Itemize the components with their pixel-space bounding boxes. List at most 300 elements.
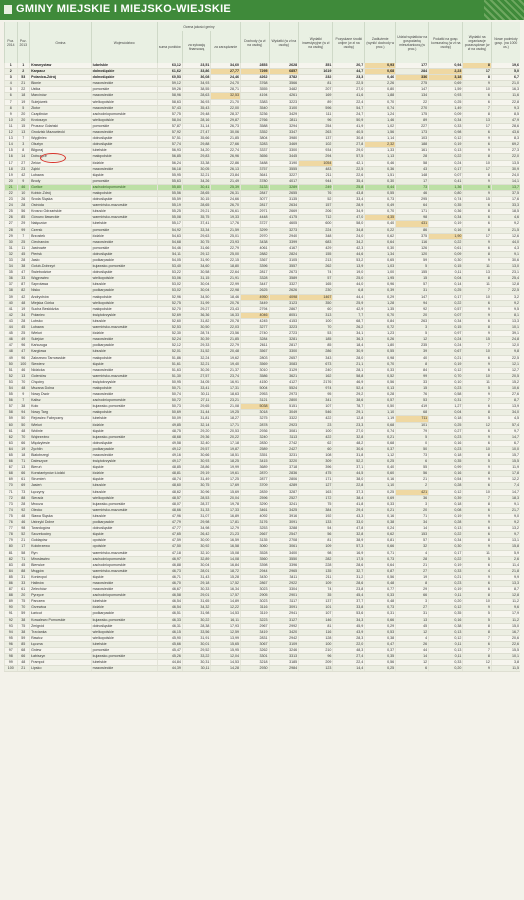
table-cell: Międzylesie <box>30 440 92 446</box>
table-cell: 0,40 <box>365 465 396 471</box>
table-cell: 0,93 <box>365 63 396 69</box>
table-cell: 34,98 <box>182 526 211 532</box>
table-cell: pomorskie <box>91 648 157 654</box>
table-cell: Daleszyce <box>30 459 92 465</box>
table-cell: 3190 <box>269 160 299 166</box>
table-cell: 3641 <box>241 172 270 178</box>
table-cell: 31,49 <box>182 477 211 483</box>
table-cell: 3709 <box>241 483 270 489</box>
table-cell: 2870 <box>241 471 270 477</box>
table-cell: 173 <box>396 130 429 136</box>
table-cell: 3980 <box>269 136 299 142</box>
table-cell: 29 <box>5 233 18 239</box>
table-cell: 48,2 <box>333 440 365 446</box>
table-cell: 3588 <box>241 123 270 129</box>
table-cell: 29,48 <box>182 111 211 117</box>
table-cell: 3223 <box>269 99 299 105</box>
table-cell: 2800 <box>269 398 299 404</box>
table-cell: 45 <box>17 325 30 331</box>
table-cell: 2596 <box>241 495 270 501</box>
table-cell: 10 <box>5 117 18 123</box>
table-cell: 0,12 <box>429 635 463 641</box>
table-cell: Krosno Odrzańskie <box>30 209 92 215</box>
table-cell: 28,86 <box>182 465 211 471</box>
table-cell: Grzewica <box>30 605 92 611</box>
table-cell: Jastrowie <box>30 245 92 251</box>
table-cell: 20,53 <box>211 428 241 434</box>
table-cell: 53,02 <box>157 282 182 288</box>
table-cell: 46,15 <box>157 629 182 635</box>
table-cell: 1 <box>5 63 18 69</box>
table-cell: 3 <box>396 325 429 331</box>
table-cell: 30,96 <box>182 489 211 495</box>
table-cell: 14,7 <box>491 434 520 440</box>
table-cell: 9 <box>463 190 492 196</box>
table-cell: 34,0 <box>491 410 520 416</box>
table-cell: 23,43 <box>211 306 241 312</box>
table-cell: 49 <box>17 337 30 343</box>
table-cell: Grodzisk Mazowiecki <box>30 130 92 136</box>
table-cell: 8 <box>463 654 492 660</box>
table-cell: 28,0 <box>333 355 365 361</box>
table-cell: 192 <box>299 513 333 519</box>
table-cell: 2973 <box>269 392 299 398</box>
table-cell: 13,1 <box>491 538 520 544</box>
table-cell: Szprotawa <box>30 282 92 288</box>
table-cell: 3,18 <box>429 75 463 81</box>
table-cell: 48 <box>5 349 18 355</box>
table-cell: łódzkie <box>91 233 157 239</box>
table-cell: 2984 <box>269 666 299 672</box>
table-cell: 3782 <box>269 75 299 81</box>
table-cell: 49 <box>5 355 18 361</box>
table-cell: 15,5 <box>491 459 520 465</box>
table-cell: 32,53 <box>211 93 241 99</box>
table-cell: 29,83 <box>182 154 211 160</box>
table-cell: 1,24 <box>365 111 396 117</box>
table-cell: 69 <box>17 483 30 489</box>
table-cell: 59 <box>5 416 18 422</box>
table-cell: 31,2 <box>333 574 365 580</box>
table-cell: 14,08 <box>211 556 241 562</box>
table-cell: Frampol <box>30 660 92 666</box>
table-cell: 19,87 <box>211 446 241 452</box>
table-cell: Koniecpol <box>30 574 92 580</box>
table-cell: Mirosławiec <box>30 556 92 562</box>
table-cell: 27 <box>17 160 30 166</box>
table-cell: 61 <box>17 587 30 593</box>
table-cell: 107 <box>299 611 333 617</box>
table-cell: 0,35 <box>429 203 463 209</box>
table-cell: 22,86 <box>211 160 241 166</box>
table-cell: 7,4 <box>491 483 520 489</box>
table-cell: 3419 <box>241 629 270 635</box>
table-cell: 3287 <box>269 489 299 495</box>
table-cell: łódzkie <box>91 160 157 166</box>
table-cell: 8 <box>463 75 492 81</box>
table-cell: Sulejów <box>30 337 92 343</box>
table-cell: 0,67 <box>429 349 463 355</box>
table-cell: 39 <box>396 349 429 355</box>
table-cell: 96 <box>5 641 18 647</box>
table-cell: Lubawa <box>30 172 92 178</box>
table-cell: 33 <box>17 580 30 586</box>
table-cell: 52,24 <box>157 337 182 343</box>
table-cell: 0,25 <box>365 489 396 495</box>
table-cell: 0,24 <box>365 526 396 532</box>
table-cell: 711 <box>396 416 429 422</box>
table-cell: 46 <box>17 184 30 190</box>
table-cell: 20,7 <box>333 63 365 69</box>
table-cell: 429 <box>299 245 333 251</box>
table-cell: 27,77 <box>211 69 241 75</box>
table-cell: Bieruń <box>30 465 92 471</box>
table-cell: 2867 <box>241 580 270 586</box>
table-cell: Trzcianka <box>30 629 92 635</box>
table-cell: 99 <box>396 373 429 379</box>
table-cell: wielkopolskie <box>91 117 157 123</box>
table-cell: 0,07 <box>429 312 463 318</box>
table-cell: 0,13 <box>429 648 463 654</box>
table-cell: 2817 <box>241 270 270 276</box>
table-cell: 48,07 <box>157 501 182 507</box>
table-cell: 2634 <box>269 203 299 209</box>
table-cell: 27,57 <box>182 373 211 379</box>
table-cell: 5038 <box>241 404 270 410</box>
table-cell: dolnośląskie <box>91 75 157 81</box>
table-row <box>5 666 521 672</box>
table-cell: 2940 <box>269 233 299 239</box>
table-cell: 2 <box>5 69 18 75</box>
table-cell: 89 <box>5 599 18 605</box>
table-cell: 20,78 <box>211 318 241 324</box>
table-cell: 0,28 <box>365 392 396 398</box>
table-cell: 9,2 <box>491 520 520 526</box>
table-cell: 46 <box>17 367 30 373</box>
table-cell: 47,8 <box>333 526 365 532</box>
table-cell: 90 <box>5 605 18 611</box>
table-cell: 53,2 <box>333 258 365 264</box>
table-cell: 3301 <box>241 654 270 660</box>
table-cell: 74 <box>299 270 333 276</box>
table-cell: 54,92 <box>157 227 182 233</box>
table-cell: 30,04 <box>182 562 211 568</box>
table-cell: 89 <box>299 99 333 105</box>
table-cell: 6 <box>463 99 492 105</box>
table-cell: 7295 <box>241 69 270 75</box>
table-cell: mazowieckie <box>91 239 157 245</box>
table-cell: 126 <box>396 245 429 251</box>
table-cell: 3010 <box>241 367 270 373</box>
table-cell: Brody <box>30 178 92 184</box>
table-cell: 9 <box>463 306 492 312</box>
table-cell: 29,01 <box>182 593 211 599</box>
table-cell: 35,4 <box>333 178 365 184</box>
table-cell: 32,24 <box>182 355 211 361</box>
table-cell: 1,36 <box>429 184 463 190</box>
table-cell: 78,7 <box>333 404 365 410</box>
table-cell: Gniew <box>30 648 92 654</box>
table-cell: 44,0 <box>491 239 520 245</box>
table-cell: 36,08 <box>182 75 211 81</box>
table-cell: 38,4 <box>333 495 365 501</box>
table-cell: 28,38 <box>182 623 211 629</box>
table-cell: 32 <box>5 251 18 257</box>
table-cell: 55 <box>396 465 429 471</box>
table-cell: 15 <box>463 337 492 343</box>
table-cell: 33,86 <box>182 69 211 75</box>
table-cell: 58,04 <box>157 117 182 123</box>
table-cell: 12 <box>463 660 492 666</box>
table-cell: 18,80 <box>211 264 241 270</box>
table-cell: 2 <box>17 69 30 75</box>
table-cell: 185 <box>299 337 333 343</box>
table-cell: 6 <box>463 404 492 410</box>
table-cell: 93 <box>5 623 18 629</box>
table-cell: 54 <box>5 385 18 391</box>
table-cell: 22 <box>17 87 30 93</box>
table-cell: 9 <box>463 513 492 519</box>
table-cell: 81 <box>5 550 18 556</box>
table-cell: 6 <box>463 440 492 446</box>
table-cell: 40,5 <box>333 130 365 136</box>
table-cell: 210 <box>299 648 333 654</box>
table-cell: 1,02 <box>365 123 396 129</box>
table-cell: Wieluń <box>30 422 92 428</box>
table-cell: 4605 <box>269 221 299 227</box>
table-cell: 596 <box>299 105 333 111</box>
table-cell: 172 <box>299 495 333 501</box>
table-cell: 45,4 <box>333 593 365 599</box>
table-cell: 0,30 <box>429 258 463 264</box>
table-cell: 56 <box>5 398 18 404</box>
table-cell: 0,24 <box>429 343 463 349</box>
table-cell: 3383 <box>241 99 270 105</box>
table-cell: 57,51 <box>157 136 182 142</box>
table-cell: 59,26 <box>157 87 182 93</box>
table-cell: 44,4 <box>333 294 365 300</box>
table-cell: 3351 <box>241 453 270 459</box>
table-cell: 0,73 <box>365 556 396 562</box>
table-cell: 60,53 <box>157 75 182 81</box>
table-cell: 32,21 <box>182 172 211 178</box>
table-cell: śląskie <box>91 477 157 483</box>
table-cell: 32,7 <box>333 568 365 574</box>
table-cell: 41,9 <box>333 123 365 129</box>
table-cell: 25,00 <box>211 251 241 257</box>
table-cell: 12,8 <box>491 593 520 599</box>
table-cell: 0,70 <box>365 361 396 367</box>
table-cell: 683 <box>299 239 333 245</box>
table-cell: 47,9 <box>491 117 520 123</box>
table-cell: 270 <box>396 105 429 111</box>
table-cell: 76 <box>5 520 18 526</box>
table-cell: małopolskie <box>91 410 157 416</box>
table-cell: 0,56 <box>365 379 396 385</box>
table-cell: 22,03 <box>211 325 241 331</box>
table-cell: warmińsko-mazurskie <box>91 215 157 221</box>
table-cell: 2967 <box>241 623 270 629</box>
table-cell: lubuskie <box>91 209 157 215</box>
table-cell: 5524 <box>269 385 299 391</box>
table-cell: 2905 <box>241 593 270 599</box>
table-cell: mazowieckie <box>91 166 157 172</box>
table-cell: 45 <box>5 331 18 337</box>
table-cell: Olsztyn <box>30 142 92 148</box>
table-cell: 96 <box>17 343 30 349</box>
table-cell: 23,1 <box>491 270 520 276</box>
table-cell: wielkopolskie <box>91 629 157 635</box>
table-cell: 0,16 <box>429 471 463 477</box>
table-cell: Strumień <box>30 477 92 483</box>
table-cell: 1,14 <box>365 136 396 142</box>
table-cell: 58,0 <box>333 221 365 227</box>
table-cell: 28,65 <box>182 203 211 209</box>
table-cell: 0,53 <box>365 629 396 635</box>
table-cell: 28 <box>17 501 30 507</box>
table-cell: 82 <box>5 556 18 562</box>
table-cell: 46,67 <box>157 587 182 593</box>
table-cell: 396 <box>299 465 333 471</box>
table-cell: 6 <box>463 580 492 586</box>
table-cell: 10 <box>463 294 492 300</box>
table-cell: 0,23 <box>429 385 463 391</box>
table-cell: dolnośląskie <box>91 440 157 446</box>
table-cell: 5 <box>463 617 492 623</box>
table-cell: 0,71 <box>365 550 396 556</box>
table-cell: 0,28 <box>429 520 463 526</box>
table-cell: 60 <box>299 446 333 452</box>
table-cell: 81 <box>299 81 333 87</box>
table-cell: 45 <box>17 251 30 257</box>
table-cell: 15,65 <box>211 641 241 647</box>
table-cell: Wągrowiec <box>30 276 92 282</box>
table-cell: 52,01 <box>157 349 182 355</box>
table-cell: 57,3 <box>333 544 365 550</box>
table-cell: 29,98 <box>182 520 211 526</box>
table-cell: 3727 <box>241 221 270 227</box>
table-cell: 24,0 <box>333 233 365 239</box>
table-cell: mazowieckie <box>91 367 157 373</box>
table-cell: 35 <box>5 270 18 276</box>
table-cell: 0,80 <box>429 190 463 196</box>
table-cell: Łęczyny <box>30 489 92 495</box>
table-cell: 0,25 <box>365 666 396 672</box>
table-cell: 98 <box>299 550 333 556</box>
table-cell: 20 <box>5 178 18 184</box>
table-cell: Ząbki <box>30 166 92 172</box>
table-cell: 0,65 <box>365 258 396 264</box>
table-cell: 32,21 <box>182 361 211 367</box>
table-cell: 0,13 <box>429 148 463 154</box>
table-cell: 2,26 <box>365 81 396 87</box>
table-cell: 3223 <box>269 325 299 331</box>
table-cell: 127 <box>299 483 333 489</box>
table-cell: 12,04 <box>211 654 241 660</box>
table-cell: 70 <box>17 605 30 611</box>
table-cell: 54,46 <box>157 245 182 251</box>
table-cell: 483 <box>299 166 333 172</box>
table-cell: 40 <box>5 300 18 306</box>
table-cell: 31,33 <box>182 507 211 513</box>
table-cell: 34,60 <box>182 264 211 270</box>
table-cell: 15,95 <box>211 648 241 654</box>
table-cell: 27 <box>396 605 429 611</box>
table-cell: 100 <box>299 428 333 434</box>
table-cell: 92 <box>17 507 30 513</box>
table-cell: Sława Śląska <box>30 513 92 519</box>
table-cell: 6 <box>396 459 429 465</box>
table-cell: 0,69 <box>429 81 463 87</box>
table-cell: 47,0 <box>333 215 365 221</box>
table-cell: 55,19 <box>157 203 182 209</box>
table-cell: 2 <box>396 483 429 489</box>
table-cell: 31,99 <box>182 300 211 306</box>
table-cell: 3398 <box>241 562 270 568</box>
table-cell: 3567 <box>241 349 270 355</box>
table-cell: wielkopolskie <box>91 99 157 105</box>
table-cell: kujawsko-pomorskie <box>91 264 157 270</box>
table-cell: 11,2 <box>491 617 520 623</box>
table-cell: 28,71 <box>211 87 241 93</box>
table-cell: Połaniec <box>30 312 92 318</box>
table-cell: 3569 <box>241 361 270 367</box>
table-cell: 47,50 <box>157 544 182 550</box>
table-cell: Polanica-Zdrój <box>30 75 92 81</box>
table-cell: 12 <box>396 629 429 635</box>
table-cell: 66 <box>17 440 30 446</box>
table-cell: 29,1 <box>333 410 365 416</box>
table-cell: 51 <box>5 367 18 373</box>
table-cell: 30,11 <box>182 666 211 672</box>
table-cell: 45,9 <box>333 623 365 629</box>
table-cell: Węgliniec <box>30 136 92 142</box>
table-cell: 9 <box>463 148 492 154</box>
table-cell: 37,7 <box>333 599 365 605</box>
table-cell: 4,5 <box>491 416 520 422</box>
table-cell: 4046 <box>241 312 270 318</box>
table-cell: 50 <box>5 361 18 367</box>
col-sytuacja: za sytuację finansową <box>182 31 211 63</box>
table-cell: 29 <box>17 221 30 227</box>
table-cell: 295 <box>396 197 429 203</box>
table-cell: 34,9 <box>333 209 365 215</box>
table-cell: 5 <box>463 556 492 562</box>
table-cell: 4262 <box>241 75 270 81</box>
table-cell: 3916 <box>269 513 299 519</box>
table-cell: 3322 <box>269 416 299 422</box>
table-cell: 43 <box>5 318 18 324</box>
table-cell: 16,84 <box>211 562 241 568</box>
table-cell: 17,52 <box>211 580 241 586</box>
table-cell: 6,7 <box>491 75 520 81</box>
table-cell: 3060 <box>241 544 270 550</box>
table-cell: 17 <box>463 123 492 129</box>
table-cell: 30,04 <box>182 288 211 294</box>
table-cell: 3304 <box>269 587 299 593</box>
table-cell: 30,01 <box>182 641 211 647</box>
table-cell: 27 <box>396 568 429 574</box>
table-cell: 22,5 <box>491 355 520 361</box>
table-cell: 44,6 <box>333 251 365 257</box>
table-cell: 18,5 <box>491 209 520 215</box>
table-cell: 48 <box>17 385 30 391</box>
table-cell: 28 <box>17 258 30 264</box>
col-wojewodztwo: Województwo <box>91 22 157 63</box>
table-cell: 11 <box>463 264 492 270</box>
table-cell: 3557 <box>269 264 299 270</box>
table-cell: 224 <box>299 227 333 233</box>
